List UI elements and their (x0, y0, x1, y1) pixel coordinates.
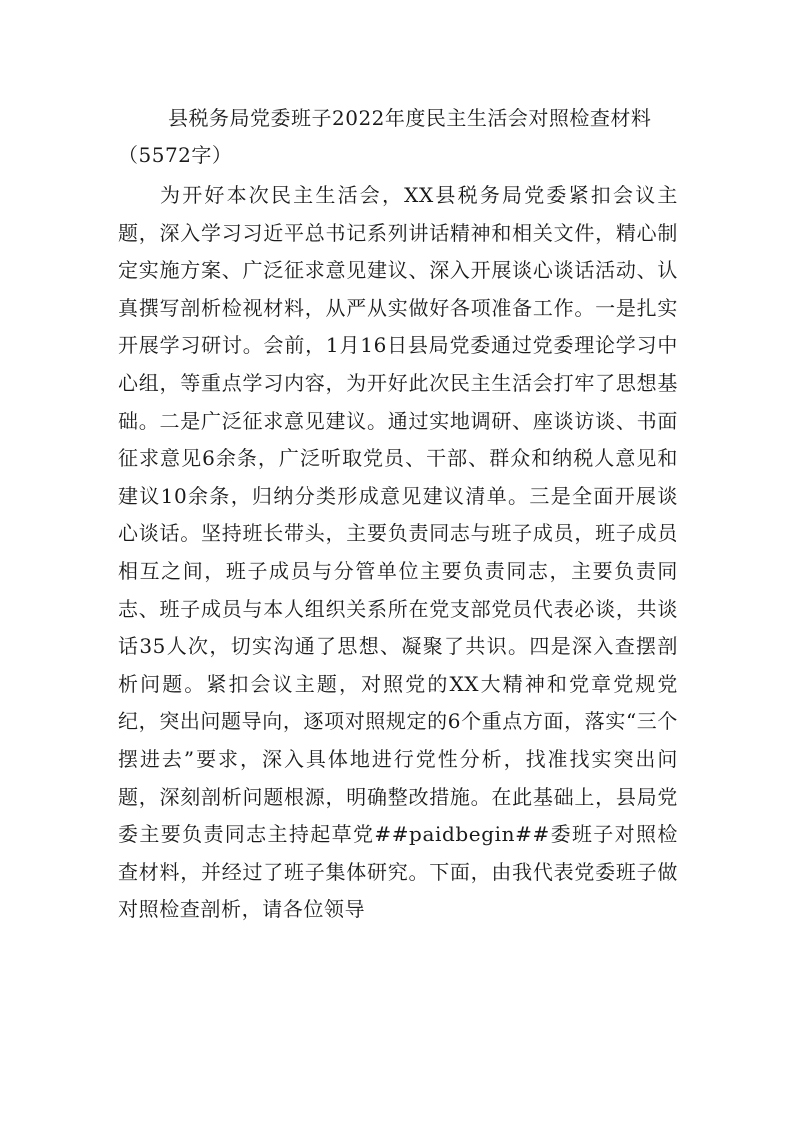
body-paragraph: 为开好本次民主生活会，XX县税务局党委紧扣会议主题，深入学习习近平总书记系列讲话精神和相关文件，精心制定实施方案、广泛征求意见建议、深入开展谈心谈话活动、认真撰写剖析检视材料，从严从实做好各项准备工作。一是扎实开展学习研讨。会前，1月16日县局党委通过党委理论学习中心组，等重点学习内容，为开好此次民主生活会打牢了思想基础。二是广泛征求意见建议。通过实地调研、座谈访谈、书面征求意见6余条，广泛听取党员、干部、群众和纳税人意见和建议10余条，归纳分类形成意见建议清单。三是全面开展谈心谈话。坚持班长带头，主要负责同志与班子成员，班子成员相互之间，班子成员与分管单位主要负责同志，主要负责同志、班子成员与本人组织关系所在党支部党员代表必谈，共谈话35人次，切实沟通了思想、凝聚了共识。四是深入查摆剖析问题。紧扣会议主题，对照党的XX大精神和党章党规党纪，突出问题导向，逐项对照规定的6个重点方面，落实“三个摆进去”要求，深入具体地进行党性分析，找准找实突出问题，深刻剖析问题根源，明确整改措施。在此基础上，县局党委主要负责同志主持起草党##paidbegin##委班子对照检查材料，并经过了班子集体研究。下面，由我代表党委班子做对照检查剖析，请各位领导 (118, 183, 678, 922)
document-title: 县税务局党委班子2022年度民主生活会对照检查材料（5572字） (118, 106, 652, 167)
